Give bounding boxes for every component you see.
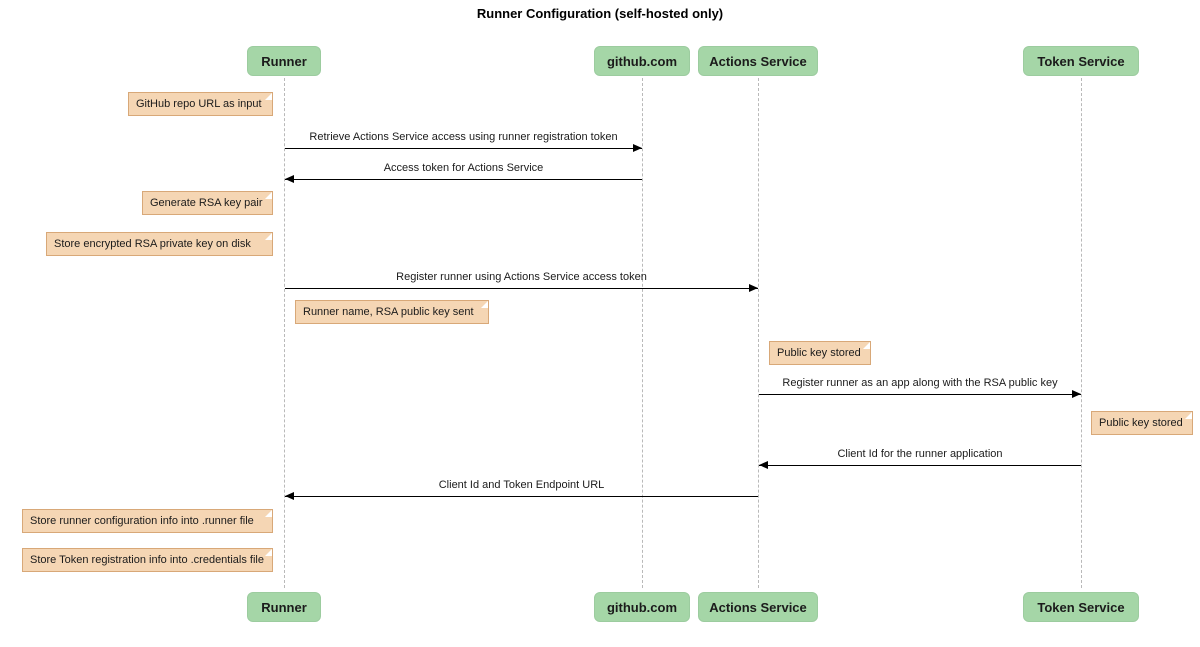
message-label-register-runner: Register runner using Actions Service access token (396, 271, 647, 283)
arrow-head-client-id-token-endpoint (285, 492, 294, 500)
note-runner-name-rsa-public-key: Runner name, RSA public key sent (295, 300, 489, 324)
message-label-client-id: Client Id for the runner application (837, 448, 1003, 460)
note-store-encrypted-rsa-private-key: Store encrypted RSA private key on disk (46, 232, 273, 256)
actor-runner-bottom[interactable]: Runner (247, 592, 321, 622)
message-line-client-id (759, 465, 1081, 466)
arrow-head-register-runner (749, 284, 758, 292)
actor-github-bottom[interactable]: github.com (594, 592, 690, 622)
diagram-title: Runner Configuration (self-hosted only) (476, 6, 724, 21)
actor-github-top[interactable]: github.com (594, 46, 690, 76)
lifeline-runner (284, 78, 285, 588)
note-public-key-stored-token: Public key stored (1091, 411, 1193, 435)
arrow-head-retrieve-actions-access (633, 144, 642, 152)
note-public-key-stored-actions: Public key stored (769, 341, 871, 365)
arrow-head-client-id (759, 461, 768, 469)
note-github-repo-url: GitHub repo URL as input (128, 92, 273, 116)
message-line-access-token (285, 179, 642, 180)
lifeline-github (642, 78, 643, 588)
note-generate-rsa-key-pair: Generate RSA key pair (142, 191, 273, 215)
message-label-retrieve-actions-access: Retrieve Actions Service access using runner registration token (309, 131, 618, 143)
message-line-register-runner-as-app (759, 394, 1081, 395)
message-label-register-runner-as-app: Register runner as an app along with the RSA public key (782, 377, 1058, 389)
message-line-client-id-token-endpoint (285, 496, 758, 497)
message-label-client-id-token-endpoint: Client Id and Token Endpoint URL (438, 479, 605, 491)
actor-actions-service-top[interactable]: Actions Service (698, 46, 818, 76)
actor-token-service-top[interactable]: Token Service (1023, 46, 1139, 76)
lifeline-actions-service (758, 78, 759, 588)
arrow-head-access-token (285, 175, 294, 183)
arrow-head-register-runner-as-app (1072, 390, 1081, 398)
note-store-runner-configuration: Store runner configuration info into .runner file (22, 509, 273, 533)
message-line-retrieve-actions-access (285, 148, 642, 149)
lifeline-token-service (1081, 78, 1082, 588)
actor-token-service-bottom[interactable]: Token Service (1023, 592, 1139, 622)
message-label-access-token: Access token for Actions Service (383, 162, 544, 174)
actor-actions-service-bottom[interactable]: Actions Service (698, 592, 818, 622)
actor-runner-top[interactable]: Runner (247, 46, 321, 76)
note-store-token-registration: Store Token registration info into .credentials file (22, 548, 273, 572)
message-line-register-runner (285, 288, 758, 289)
